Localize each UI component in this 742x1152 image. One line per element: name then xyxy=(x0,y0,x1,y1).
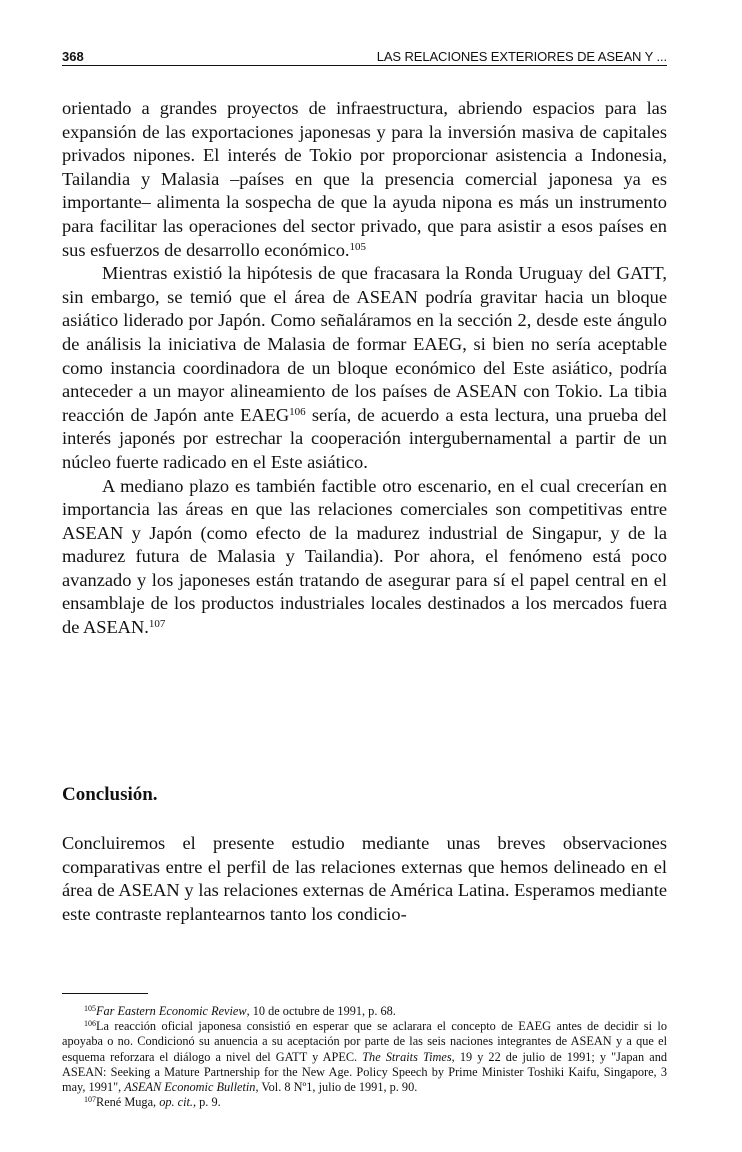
footnote-number: 105 xyxy=(84,1004,96,1013)
footnote-text: , p. 9. xyxy=(193,1095,221,1110)
body-text-bottom xyxy=(62,832,667,926)
page-header xyxy=(62,43,667,69)
paragraph-2-text-a: Mientras existió la hipótesis de que fracasara la Ronda Uruguay del GATT, sin embargo, se temió que el área de ASEAN podría gravitar hacia un bloque asiático liderado por Japón. Como señaláramos en la sección 2, desde este ángulo de análisis la iniciativa de Malasia de formar EAEG, si bien no sería aceptable como instancia coordinadora de un bloque económico del Este asiático, podría anteceder a un mayor alineamiento de los países de ASEAN con Tokio. La tibia reacción de Japón ante EAEG xyxy=(62,263,667,425)
running-title: LAS RELACIONES EXTERIORES DE ASEAN Y ... xyxy=(376,49,667,64)
footnote-title: op. cit. xyxy=(159,1095,193,1110)
footnote-title: Far Eastern Economic Review xyxy=(96,1004,247,1018)
footnote-105 xyxy=(62,1004,667,1019)
footnote-number: 106 xyxy=(84,1019,96,1029)
page-number: 368 xyxy=(62,49,84,64)
footnote-106 xyxy=(62,1019,667,1095)
section-heading: Conclusión. xyxy=(62,784,158,805)
footnote-ref-105: 105 xyxy=(349,240,367,253)
paragraph-1 xyxy=(62,97,667,262)
body-text-top xyxy=(62,97,667,640)
paragraph-1-text: orientado a grandes proyectos de infraestructura, abriendo espacios para las expansión de las exportaciones japonesas y para la inversión masiva de capitales privados nipones. El interés de Tokio por proporcionar asistencia a Indonesia, Tailandia y Malasia –países en que la presencia comercial japonesa ya es importante– alimenta la sospecha de que la ayuda nipona es más un instrumento para facilitar las operaciones del sector privado, que para asistir a esos países en sus esfuerzos de desarrollo económico. xyxy=(62,98,667,260)
paragraph-2 xyxy=(62,262,667,474)
footnotes xyxy=(62,1004,667,1110)
footnote-text: , 19 y 22 de julio de 1991; y "Japan and ASEAN: Seeking a Mature Partnership for the New Age. Policy Speech by Prime Minister Toshiki Kaifu, Singapore, 3 may, 1991", xyxy=(62,1049,667,1095)
header-rule xyxy=(62,65,667,66)
footnote-text: René Muga, xyxy=(96,1095,160,1110)
paragraph-4: Concluiremos el presente estudio mediante unas breves observaciones comparativas entre el perfil de las relaciones externas que hemos delineado en el área de ASEAN y las relaciones externas de América Latina. Esperamos mediante este contraste replantearnos tanto los condicio- xyxy=(62,833,667,924)
paragraph-3 xyxy=(62,475,667,640)
footnote-number: 107 xyxy=(84,1095,96,1105)
footnote-text: , Vol. 8 Nº1, julio de 1991, p. 90. xyxy=(255,1080,418,1095)
footnote-title: ASEAN Economic Bulletin xyxy=(124,1080,256,1095)
paragraph-2-text-b: sería, de acuerdo a esta lectura, una prueba del interés japonés por estrechar la cooperación intergubernamental a partir de un núcleo fuerte radicado en el Este asiático. xyxy=(62,404,667,472)
footnote-ref-107: 107 xyxy=(148,618,166,631)
paragraph-3-text: A mediano plazo es también factible otro escenario, en el cual crecerían en importancia las áreas en que las relaciones comerciales son competitivas entre ASEAN y Japón (como efecto de la madurez industrial de Singapur, y de la madurez futura de Malasia y Tailandia). Por ahora, el fenómeno está poco avanzado y los japoneses están tratando de asegurar para sí el papel central en el ensamblaje de los productos industriales locales destinados a los mercados fuera de ASEAN. xyxy=(62,475,667,638)
footnote-rule xyxy=(62,993,148,994)
footnote-text: La reacción oficial japonesa consistió en esperar que se aclarara el concepto de EAEG antes de decidir si lo apoyaba o no. Condicionó su anuencia a su aceptación por parte de las seis naciones integrantes de ASEAN y a que el esquema reforzara el diálogo a nivel del GATT y APEC. xyxy=(62,1019,667,1064)
footnote-text: , 10 de octubre de 1991, p. 68. xyxy=(246,1004,396,1018)
footnote-107 xyxy=(62,1095,667,1110)
footnote-ref-106: 106 xyxy=(289,405,306,418)
footnote-title: The Straits Times xyxy=(362,1049,452,1064)
